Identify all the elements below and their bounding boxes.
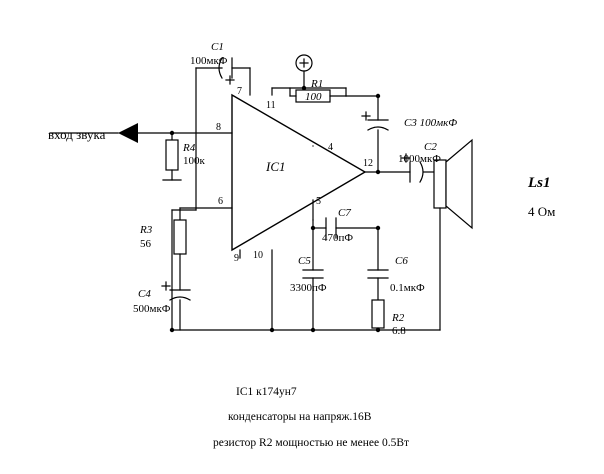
component-label-C1-ref: C1 [211, 41, 224, 53]
speaker-ref-label: Ls1 [528, 175, 551, 191]
pin-number-5: 5 [316, 196, 321, 207]
ic-label: IC1 [266, 159, 286, 174]
component-label-C6-ref: C6 [395, 255, 408, 267]
pin-number-10: 10 [253, 250, 263, 261]
component-label-C2-ref: C2 [424, 141, 437, 153]
note-resistor-power: резистор R2 мощностью не менее 0.5Вт [213, 437, 410, 449]
component-label-C6-value: 0.1мкФ [390, 282, 425, 294]
component-label-C3-value: 100мкФ [419, 117, 458, 129]
note-capacitor-voltage: конденсаторы на напряж.16В [228, 411, 372, 423]
component-label-R1-ref: R1 [311, 78, 324, 90]
component-label-C1-value: 100мкФ [190, 55, 228, 67]
component-label-R2-ref: R2 [392, 312, 405, 324]
input-label: вход звука [48, 127, 106, 142]
component-label-R3-ref: R3 [140, 224, 153, 236]
pin-number-8: 8 [216, 122, 221, 133]
note-ic-type: IC1 к174ун7 [236, 386, 297, 398]
pin-number-6: 6 [218, 196, 223, 207]
component-label-R4-ref: R4 [183, 142, 196, 154]
component-label-C3 [404, 117, 457, 129]
component-label-C4-value: 500мкФ [133, 303, 171, 315]
pin-number-9: 9 [234, 253, 239, 264]
pin-number-7: 7 [237, 86, 242, 97]
component-label-R2-value: 6.8 [392, 325, 406, 337]
component-label-R1-value: 100 [305, 91, 322, 103]
component-label-C5-ref: C5 [298, 255, 311, 267]
speaker-value-label: 4 Ом [528, 204, 556, 219]
pin-number-4: 4 [328, 142, 333, 153]
component-label-C5-value: 3300пФ [290, 282, 327, 294]
component-label-R4-value: 100к [183, 155, 205, 167]
component-label-C4-ref: C4 [138, 288, 151, 300]
pin-number-11: 11 [266, 100, 276, 111]
component-label-C7-value: 470пФ [322, 232, 354, 244]
component-label-C2-value: 1000мкФ [398, 153, 441, 165]
pin-number-12: 12 [363, 158, 373, 169]
component-label-R3-value: 56 [140, 238, 151, 250]
component-label-C7-ref: C7 [338, 207, 351, 219]
component-label-C3-ref: C3 [404, 117, 417, 129]
